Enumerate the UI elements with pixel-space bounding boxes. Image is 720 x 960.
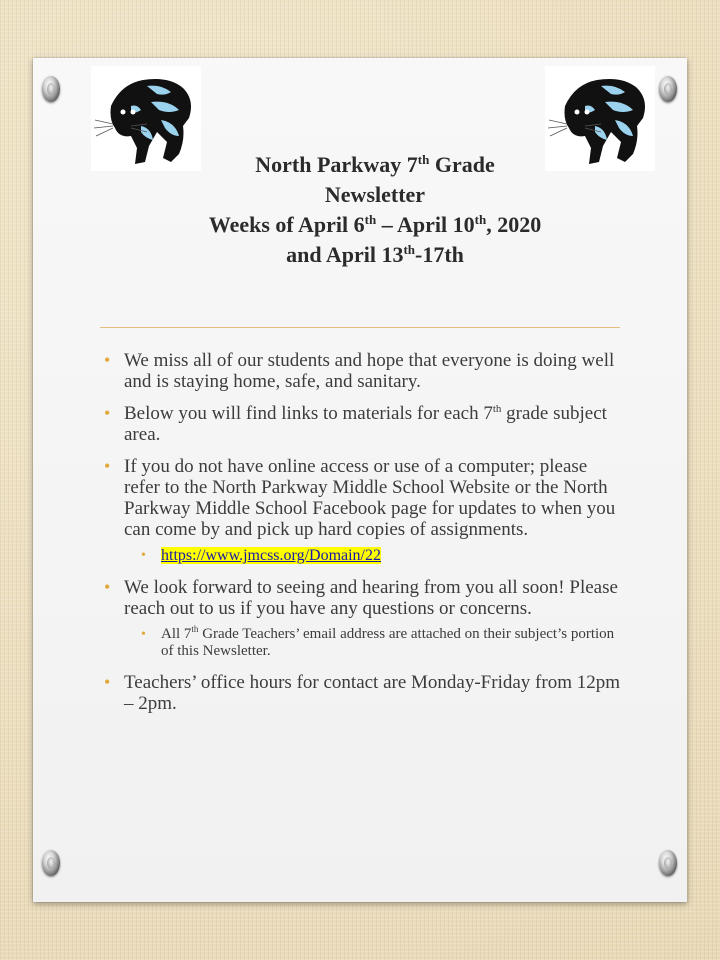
title-line-3: Weeks of April 6th – April 10th, 2020 <box>208 212 542 237</box>
bullet-icon: • <box>104 350 111 370</box>
bullet-icon: • <box>104 456 111 476</box>
list-item: • If you do not have online access or use of a computer; please refer to the North Parkway Middle School Website or the North Parkway Middle School Facebook page for updates to when you can come by and pick up hard copies of assignments. <box>104 456 616 540</box>
bullet-icon: • <box>104 672 111 692</box>
domain-link[interactable]: https://www.jmcss.org/Domain/22 <box>161 547 381 564</box>
list-item-sub: • All 7th Grade Teachers’ email address are attached on their subject’s portion of this Newsletter. <box>141 624 615 659</box>
newsletter-title <box>150 150 600 270</box>
newsletter-body <box>104 350 624 725</box>
thumbtack-icon <box>659 76 677 102</box>
list-item: • Below you will find links to materials for each 7th grade subject area. <box>104 403 607 445</box>
list-item-sub <box>104 547 624 565</box>
title-line-2: Newsletter <box>324 182 426 207</box>
bullet-icon: • <box>141 627 146 642</box>
bullet-icon: • <box>104 577 111 597</box>
bullet-icon: • <box>141 548 146 563</box>
thumbtack-icon <box>659 850 677 876</box>
title-line-1: North Parkway 7th Grade <box>255 152 495 177</box>
title-line-4: and April 13th-17th <box>286 242 464 267</box>
divider <box>100 327 620 328</box>
thumbtack-icon <box>42 850 60 876</box>
bullet-icon: • <box>104 403 111 423</box>
list-item: • We look forward to seeing and hearing from you all soon! Please reach out to us if you have any questions or concerns. <box>104 577 618 619</box>
list-item: • We miss all of our students and hope that everyone is doing well and is staying home, safe, and sanitary. <box>104 350 615 392</box>
list-item: • Teachers’ office hours for contact are Monday-Friday from 12pm – 2pm. <box>104 672 621 714</box>
thumbtack-icon <box>42 76 60 102</box>
